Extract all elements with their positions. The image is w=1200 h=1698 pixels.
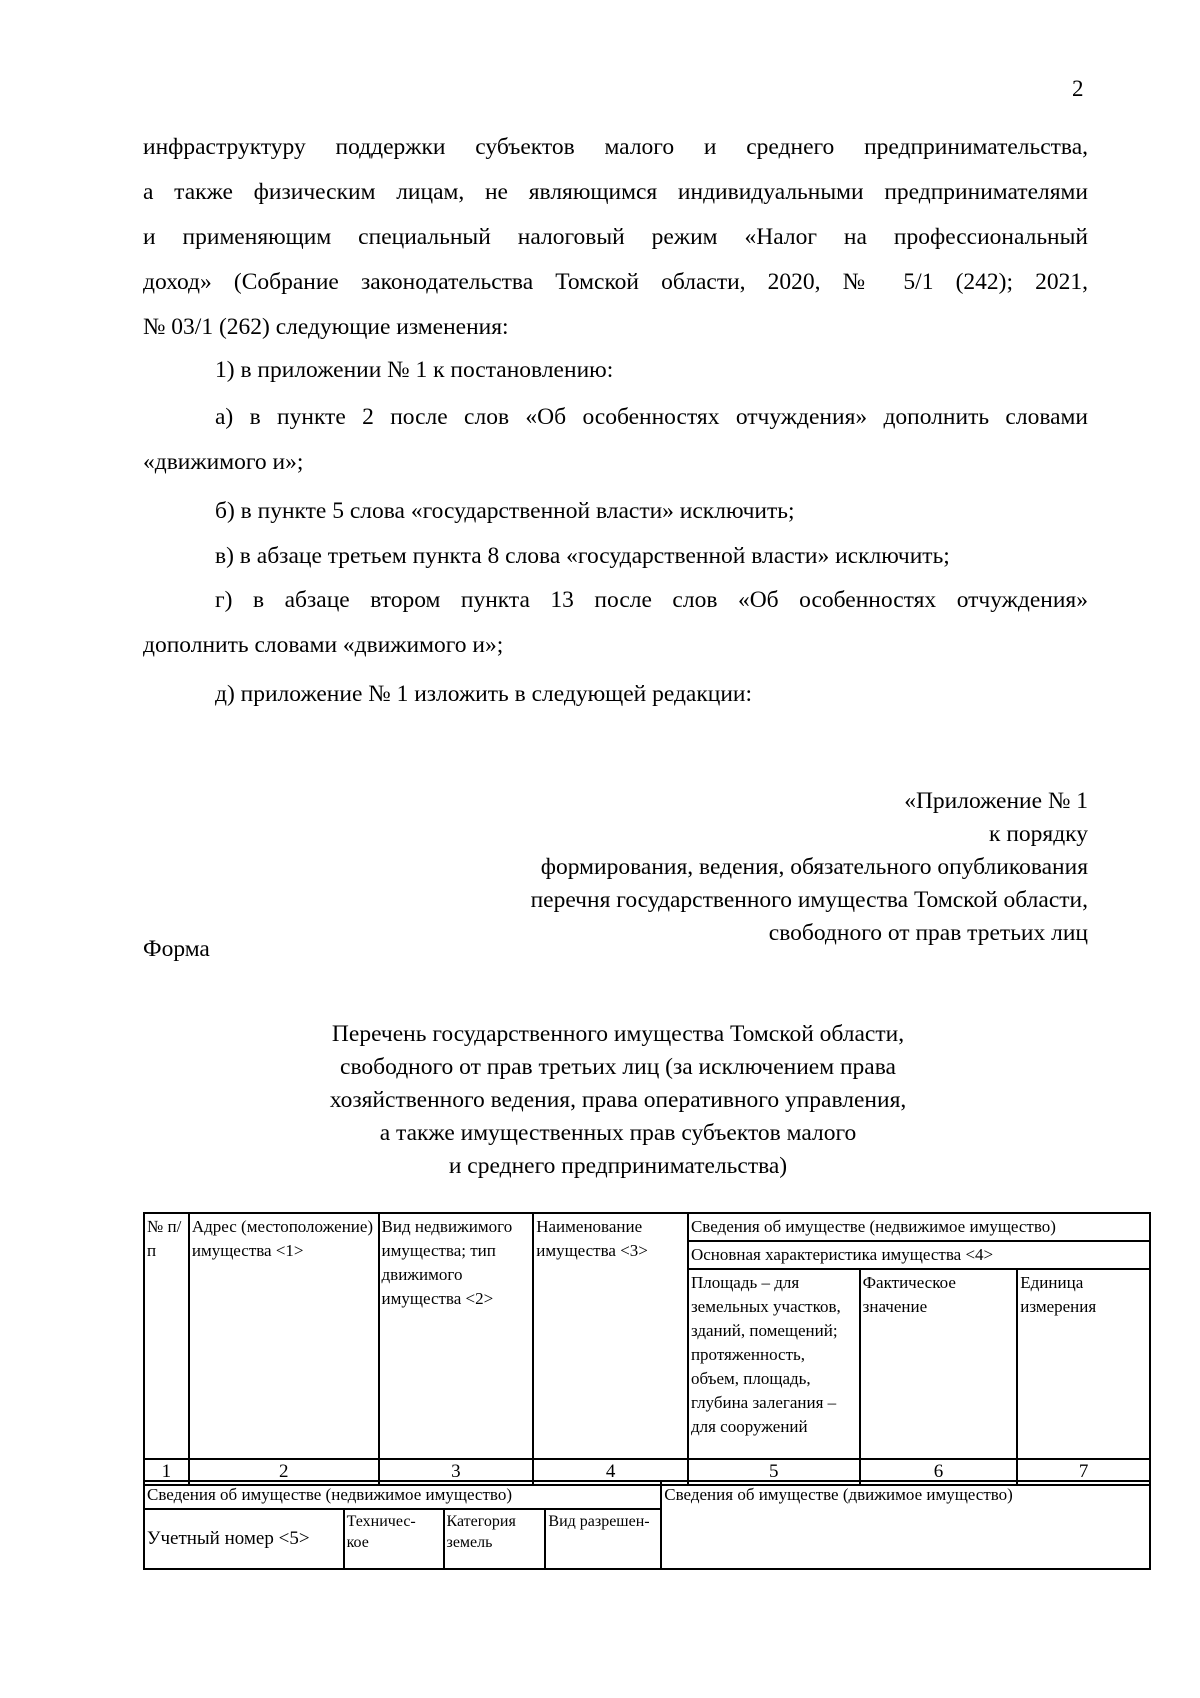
- sub-header-movable: Сведения об имуществе (движимое имущество): [661, 1481, 1150, 1569]
- item-g-line2: дополнить словами «движимого и»;: [143, 632, 504, 658]
- header-area: Площадь – для земельных участков, зданий, помещений; протяженность, объем, площадь, глубина залегания – для сооружений: [688, 1269, 860, 1459]
- item-v: в) в абзаце третьем пункта 8 слова «государственной власти» исключить;: [215, 543, 950, 569]
- item-a: [143, 395, 1088, 485]
- appendix-header: [531, 785, 1088, 950]
- intro-line: № 03/1 (262) следующие изменения:: [143, 314, 509, 340]
- sub-header-realty: Сведения об имуществе (недвижимое имущество): [144, 1481, 661, 1509]
- document-title: [0, 1018, 1200, 1183]
- header-name: Наименование имущества <3>: [533, 1213, 688, 1459]
- form-label: Форма: [143, 936, 210, 962]
- item-1: 1) в приложении № 1 к постановлению:: [215, 357, 614, 383]
- column-number: 3: [379, 1459, 534, 1485]
- title-line: а также имущественных прав субъектов малого: [379, 1120, 857, 1146]
- sub-header-permitted-use: Вид разрешен-: [545, 1509, 661, 1569]
- appendix-line: свободного от прав третьих лиц: [768, 920, 1088, 946]
- intro-paragraph: [143, 125, 1088, 350]
- title-line: свободного от прав третьих лиц (за исключением права: [340, 1054, 896, 1080]
- appendix-line: перечня государственного имущества Томской области,: [530, 887, 1088, 913]
- sub-header-cadastral: Учетный номер <5>: [144, 1509, 344, 1569]
- title-line: Перечень государственного имущества Томской области,: [331, 1021, 905, 1047]
- item-a-line1: а) в пункте 2 после слов «Об особенностях отчуждения» дополнить словами: [215, 404, 1088, 430]
- item-g-line1: г) в абзаце втором пункта 13 после слов «Об особенностях отчуждения»: [215, 587, 1088, 613]
- intro-line: инфраструктуру поддержки субъектов малого и среднего предпринимательства,: [143, 134, 1088, 160]
- item-b: б) в пункте 5 слова «государственной власти» исключить;: [215, 498, 795, 524]
- item-g: [143, 578, 1088, 668]
- intro-line: и применяющим специальный налоговый режим «Налог на профессиональный: [143, 224, 1088, 250]
- item-d: д) приложение № 1 изложить в следующей редакции:: [215, 681, 753, 707]
- header-actual-value: Фактическое значение: [860, 1269, 1018, 1459]
- column-number: 4: [533, 1459, 688, 1485]
- column-number: 7: [1017, 1459, 1150, 1485]
- column-number: 6: [860, 1459, 1018, 1485]
- header-type: Вид недвижимого имущества; тип движимого имущества <2>: [379, 1213, 534, 1459]
- header-num: № п/п: [144, 1213, 189, 1459]
- header-main-characteristic: Основная характеристика имущества <4>: [688, 1241, 1150, 1269]
- title-line: хозяйственного ведения, права оперативного управления,: [329, 1087, 907, 1113]
- title-line: и среднего предпринимательства): [448, 1153, 788, 1179]
- column-number: 2: [189, 1459, 379, 1485]
- header-info-realty: Сведения об имуществе (недвижимое имущество): [688, 1213, 1150, 1241]
- header-unit: Единица измерения: [1017, 1269, 1150, 1459]
- sub-header-land-category: Категория земель: [444, 1509, 546, 1569]
- column-number: 5: [688, 1459, 860, 1485]
- header-address: Адрес (местоположение) имущества <1>: [189, 1213, 379, 1459]
- item-a-line2: «движимого и»;: [143, 449, 304, 475]
- sub-header-technical: Техничес- кое: [344, 1509, 444, 1569]
- appendix-line: формирования, ведения, обязательного опубликования: [540, 854, 1088, 880]
- page-number: 2: [1072, 76, 1084, 101]
- appendix-line: к порядку: [989, 821, 1088, 847]
- property-form-subtable: [143, 1480, 1151, 1570]
- appendix-line: «Приложение № 1: [904, 788, 1088, 814]
- property-form-table: [143, 1212, 1151, 1486]
- intro-line: а также физическим лицам, не являющимся индивидуальными предпринимателями: [143, 179, 1088, 205]
- intro-line: доход» (Собрание законодательства Томской области, 2020, № 5/1 (242); 2021,: [143, 269, 1088, 295]
- column-number: 1: [144, 1459, 189, 1485]
